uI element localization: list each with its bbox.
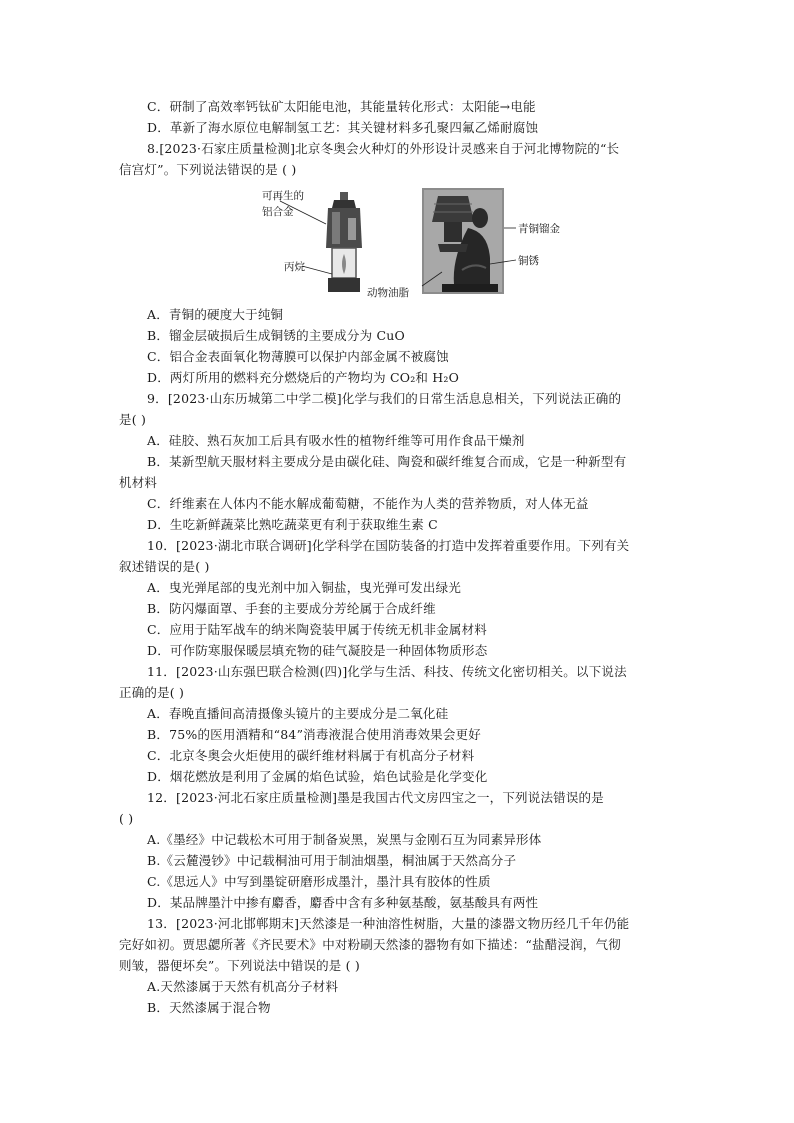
q10-option-b: B．防闪爆面罩、手套的主要成分芳纶属于合成纤维 [147,601,436,616]
label-animal-fat: 动物油脂 [367,287,409,299]
q12-option-d: D．某品牌墨汁中掺有麝香，麝香中含有多种氨基酸，氨基酸具有两性 [147,895,539,910]
q12-stem-line1: 12．[2023·河北石家庄质量检测]墨是我国古代文房四宝之一，下列说法错误的是 [147,790,604,805]
q9-stem-line2: 是( ) [119,412,147,427]
q8-option-c: C．铝合金表面氧化物薄膜可以保护内部金属不被腐蚀 [147,349,449,364]
label-gilt-bronze: 青铜镏金 [518,223,560,235]
q9-option-b-line2: 机材料 [119,475,158,490]
q9-stem-line1: 9．[2023·山东历城第二中学二模]化学与我们的日常生活息息相关，下列说法正确的 [147,391,622,406]
q12-stem-line2: ( ) [119,811,134,826]
q7-option-d: D．革新了海水原位电解制氢工艺：其关键材料多孔聚四氟乙烯耐腐蚀 [147,120,539,135]
q10-option-d: D．可作防寒服保暖层填充物的硅气凝胶是一种固体物质形态 [147,643,488,658]
q8-option-a: A．青铜的硬度大于纯铜 [147,307,284,322]
q13-stem-line2: 完好如初。贾思勰所著《齐民要术》中对粉刷天然漆的器物有如下描述：“盐醋浸润，气彻 [119,937,621,952]
q13-stem-line1: 13．[2023·河北邯郸期末]天然漆是一种油溶性树脂，大量的漆器文物历经几千年仍能 [147,916,630,931]
q13-option-b: B．天然漆属于混合物 [147,1000,271,1015]
q10-stem-line2: 叙述错误的是( ) [119,559,210,574]
q9-option-a: A．硅胶、熟石灰加工后具有吸水性的植物纤维等可用作食品干燥剂 [147,433,525,448]
q9-option-d: D．生吃新鲜蔬菜比熟吃蔬菜更有利于获取维生素 C [147,517,438,532]
label-copper-rust: 铜锈 [518,255,539,267]
label-alloy-line2: 铝合金 [262,206,294,218]
q12-option-c: C.《思远人》中写到墨锭研磨形成墨汁，墨汁具有胶体的性质 [147,874,491,889]
q9-option-c: C．纤维素在人体内不能水解成葡萄糖，不能作为人类的营养物质，对人体无益 [147,496,589,511]
q10-option-a: A．曳光弹尾部的曳光剂中加入铜盐，曳光弹可发出绿光 [147,580,462,595]
q11-stem-line1: 11．[2023·山东强巴联合检测(四)]化学与生活、科技、传统文化密切相关。以下说法 [147,664,627,679]
q7-option-c: C．研制了高效率钙钛矿太阳能电池，其能量转化形式：太阳能→电能 [147,99,536,114]
label-propane: 丙烷 [284,261,305,273]
q8-option-b: B．镏金层破损后生成铜锈的主要成分为 CuO [147,328,405,343]
q10-stem-line1: 10．[2023·湖北市联合调研]化学科学在国防装备的打造中发挥着重要作用。下列有关 [147,538,630,553]
lamps-illustration [262,188,562,300]
q10-option-c: C．应用于陆军战车的纳米陶瓷装甲属于传统无机非金属材料 [147,622,487,637]
q12-option-b: B.《云麓漫钞》中记载桐油可用于制油烟墨，桐油属于天然高分子 [147,853,517,868]
q11-option-b: B．75%的医用酒精和“84”消毒液混合使用消毒效果会更好 [147,727,481,742]
q11-option-c: C．北京冬奥会火炬使用的碳纤维材料属于有机高分子材料 [147,748,475,763]
q8-figure-lamps [262,188,562,300]
palace-lamp-image [422,188,516,294]
q11-option-d: D．烟花燃放是利用了金属的焰色试验，焰色试验是化学变化 [147,769,488,784]
q8-option-d: D．两灯所用的燃料充分燃烧后的产物均为 CO₂和 H₂O [147,370,460,385]
q11-stem-line2: 正确的是( ) [119,685,185,700]
q9-option-b-line1: B．某新型航天服材料主要成分是由碳化硅、陶瓷和碳纤维复合而成，它是一种新型有 [147,454,627,469]
q12-option-a: A.《墨经》中记载松木可用于制备炭黑，炭黑与金刚石互为同素异形体 [147,832,542,847]
label-alloy-line1: 可再生的 [262,190,304,202]
q13-stem-line3: 则皱，器便坏矣”。下列说法中错误的是 ( ) [119,958,360,973]
q11-option-a: A．春晚直播间高清摄像头镜片的主要成分是二氧化硅 [147,706,449,721]
q8-stem-line1: 8.[2023·石家庄质量检测]北京冬奥会火种灯的外形设计灵感来自于河北博物院的“长 [147,141,620,156]
q8-stem-line2: 信宫灯”。下列说法错误的是 ( ) [119,162,297,177]
q13-option-a: A.天然漆属于天然有机高分子材料 [147,979,339,994]
